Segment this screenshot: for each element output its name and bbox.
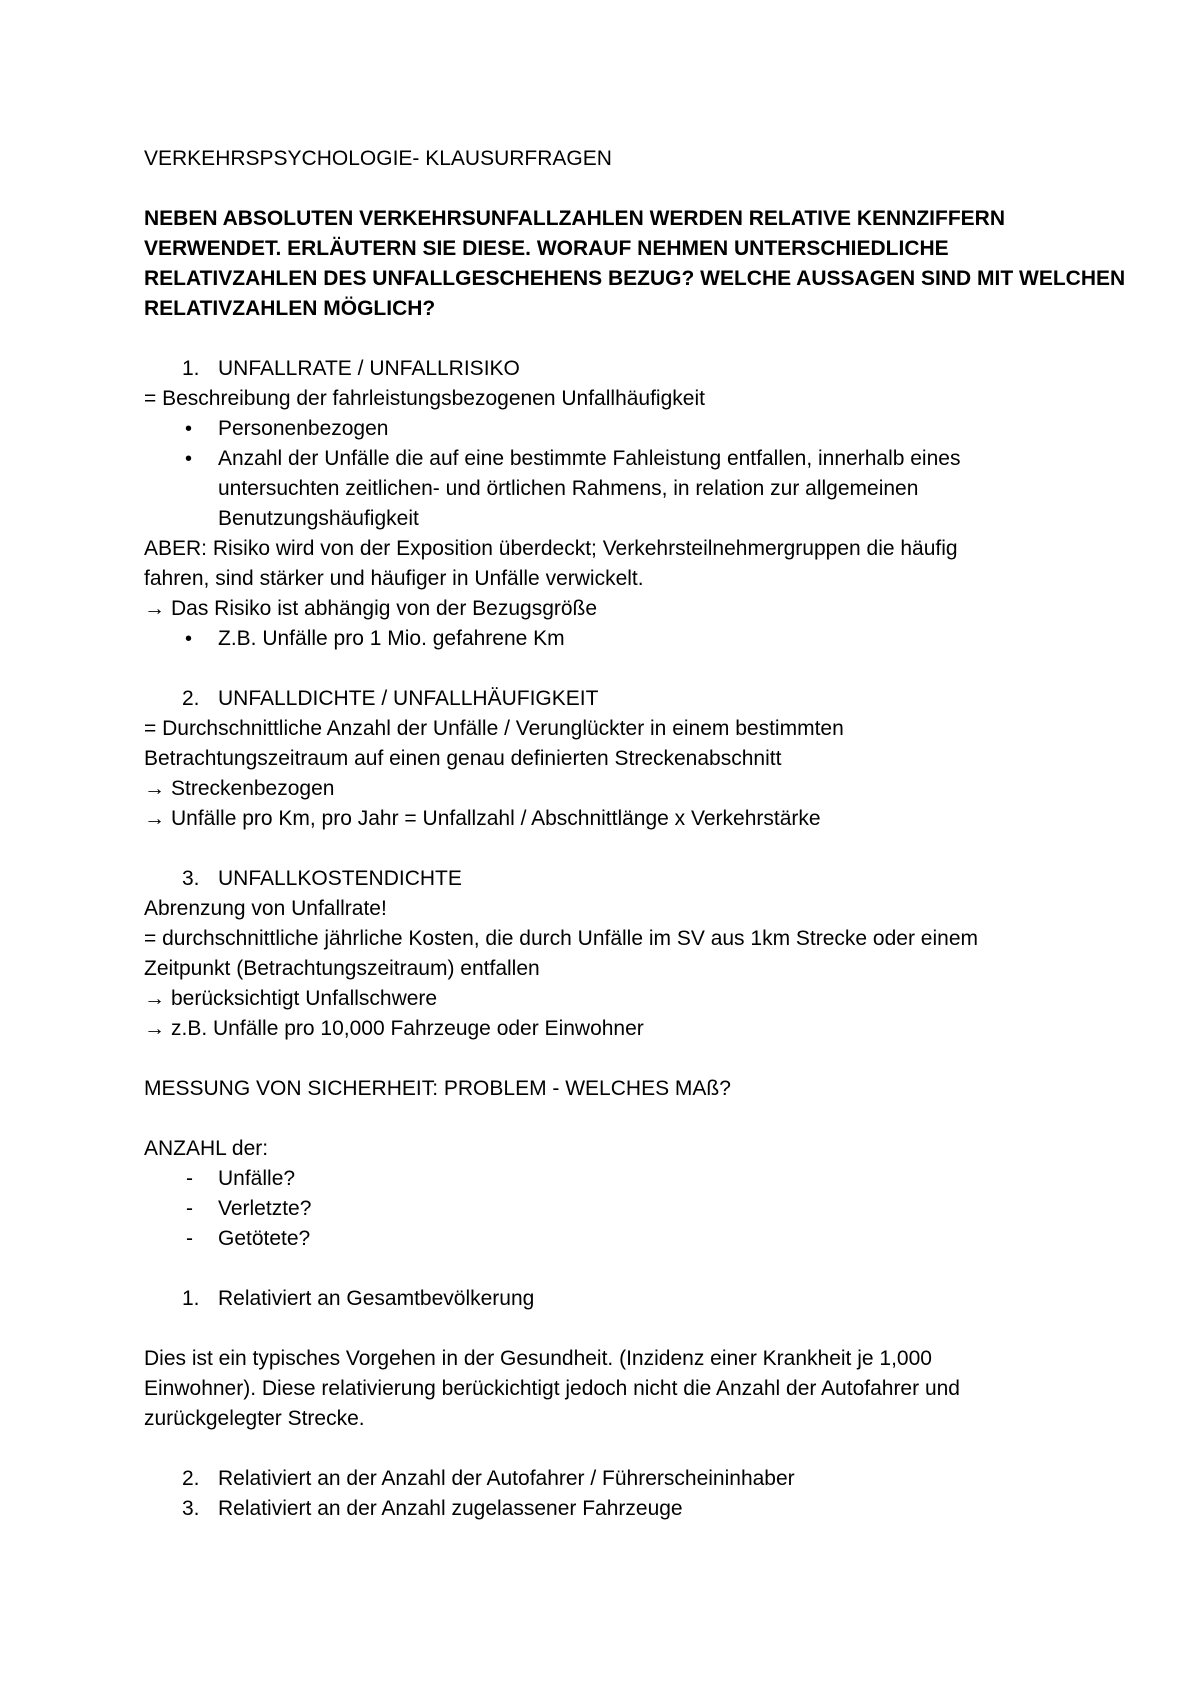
- bullet-continuation: Benutzungshäufigkeit: [218, 507, 419, 530]
- list-number: 1.: [182, 357, 200, 380]
- dash-icon: -: [186, 1227, 193, 1250]
- bullet-item: [144, 444, 1084, 474]
- numbered-item: [144, 1284, 1084, 1314]
- document-body: [144, 144, 1126, 1524]
- section-heading-unfalldichte: [144, 684, 1084, 714]
- arrow-item: [144, 984, 1084, 1014]
- bullet-icon: •: [185, 448, 193, 470]
- numbered-item: [144, 1464, 1084, 1494]
- section-heading-text: UNFALLDICHTE / UNFALLHÄUFIGKEIT: [218, 687, 599, 710]
- question-line: VERWENDET. ERLÄUTERN SIE DIESE. WORAUF NEHMEN UNTERSCHIEDLICHE: [144, 237, 949, 260]
- dash-text: Getötete?: [218, 1227, 311, 1250]
- dash-icon: -: [186, 1197, 193, 1220]
- bullet-continuation: untersuchten zeitlichen- und örtlichen Rahmens, in relation zur allgemeinen: [218, 477, 919, 500]
- arrow-text: z.B. Unfälle pro 10,000 Fahrzeuge oder Einwohner: [171, 1017, 644, 1040]
- list-number: 2.: [182, 687, 200, 710]
- arrow-right-icon: →: [144, 597, 165, 620]
- list-number: 1.: [182, 1287, 200, 1310]
- bullet-text: Anzahl der Unfälle die auf eine bestimmte Fahleistung entfallen, innerhalb eines: [218, 447, 961, 470]
- definition-text: = Beschreibung der fahrleistungsbezogenen Unfallhäufigkeit: [144, 387, 705, 410]
- dash-text: Unfälle?: [218, 1167, 296, 1190]
- definition-text: Zeitpunkt (Betrachtungszeitraum) entfallen: [144, 957, 540, 980]
- definition-text: Betrachtungszeitraum auf einen genau definierten Streckenabschnitt: [144, 747, 782, 770]
- paragraph-line: Einwohner). Diese relativierung berückichtigt jedoch nicht die Anzahl der Autofahrer und: [144, 1377, 960, 1400]
- arrow-item: [144, 804, 1084, 834]
- section-heading-unfallrate: [144, 354, 1084, 384]
- bullet-item: [144, 624, 1084, 654]
- definition-text: = durchschnittliche jährliche Kosten, die durch Unfälle im SV aus 1km Strecke oder einem: [144, 927, 978, 950]
- arrow-text: Streckenbezogen: [171, 777, 335, 800]
- bullet-text: Personenbezogen: [218, 417, 389, 440]
- anzahl-label: ANZAHL der:: [144, 1137, 269, 1160]
- arrow-right-icon: →: [144, 1017, 165, 1040]
- bullet-icon: •: [185, 418, 193, 440]
- list-number: 3.: [182, 867, 200, 890]
- dash-icon: -: [186, 1167, 193, 1190]
- list-number: 3.: [182, 1497, 200, 1520]
- arrow-item: [144, 1014, 1084, 1044]
- numbered-text: Relativiert an Gesamtbevölkerung: [218, 1287, 535, 1310]
- paragraph-line: Dies ist ein typisches Vorgehen in der Gesundheit. (Inzidenz einer Krankheit je 1,000: [144, 1347, 932, 1370]
- arrow-right-icon: →: [144, 777, 165, 800]
- question-line: RELATIVZAHLEN MÖGLICH?: [144, 297, 436, 320]
- arrow-text: Das Risiko ist abhängig von der Bezugsgröße: [171, 597, 598, 620]
- document-title: VERKEHRSPSYCHOLOGIE- KLAUSURFRAGEN: [144, 147, 612, 170]
- arrow-text: berücksichtigt Unfallschwere: [171, 987, 438, 1010]
- dash-item: [144, 1164, 1084, 1194]
- numbered-text: Relativiert an der Anzahl zugelassener Fahrzeuge: [218, 1497, 683, 1520]
- definition-text: = Durchschnittliche Anzahl der Unfälle / Verunglückter in einem bestimmten: [144, 717, 844, 740]
- note-text: fahren, sind stärker und häufiger in Unfälle verwickelt.: [144, 567, 644, 590]
- question-line: NEBEN ABSOLUTEN VERKEHRSUNFALLZAHLEN WERDEN RELATIVE KENNZIFFERN: [144, 207, 1006, 230]
- arrow-item: [144, 774, 1084, 804]
- note-text: ABER: Risiko wird von der Exposition überdeckt; Verkehrsteilnehmergruppen die häufig: [144, 537, 958, 560]
- numbered-text: Relativiert an der Anzahl der Autofahrer / Führerscheininhaber: [218, 1467, 795, 1490]
- messung-heading: MESSUNG VON SICHERHEIT: PROBLEM - WELCHES MAß?: [144, 1077, 731, 1100]
- section-heading-text: UNFALLRATE / UNFALLRISIKO: [218, 357, 520, 380]
- paragraph-line: zurückgelegter Strecke.: [144, 1407, 365, 1430]
- dash-text: Verletzte?: [218, 1197, 312, 1220]
- arrow-text: Unfälle pro Km, pro Jahr = Unfallzahl / Abschnittlänge x Verkehrstärke: [171, 807, 821, 830]
- bullet-item: [144, 414, 1084, 444]
- list-number: 2.: [182, 1467, 200, 1490]
- numbered-item: [144, 1494, 1084, 1524]
- dash-item: [144, 1194, 1084, 1224]
- arrow-right-icon: →: [144, 987, 165, 1010]
- section-heading-text: UNFALLKOSTENDICHTE: [218, 867, 462, 890]
- section-heading-unfallkostendichte: [144, 864, 1084, 894]
- arrow-item: [144, 594, 1084, 624]
- dash-item: [144, 1224, 1084, 1254]
- bullet-icon: •: [185, 628, 193, 650]
- bullet-text: Z.B. Unfälle pro 1 Mio. gefahrene Km: [218, 627, 565, 650]
- arrow-right-icon: →: [144, 807, 165, 830]
- question-line: RELATIVZAHLEN DES UNFALLGESCHEHENS BEZUG? WELCHE AUSSAGEN SIND MIT WELCHEN: [144, 267, 1126, 290]
- note-text: Abrenzung von Unfallrate!: [144, 897, 387, 920]
